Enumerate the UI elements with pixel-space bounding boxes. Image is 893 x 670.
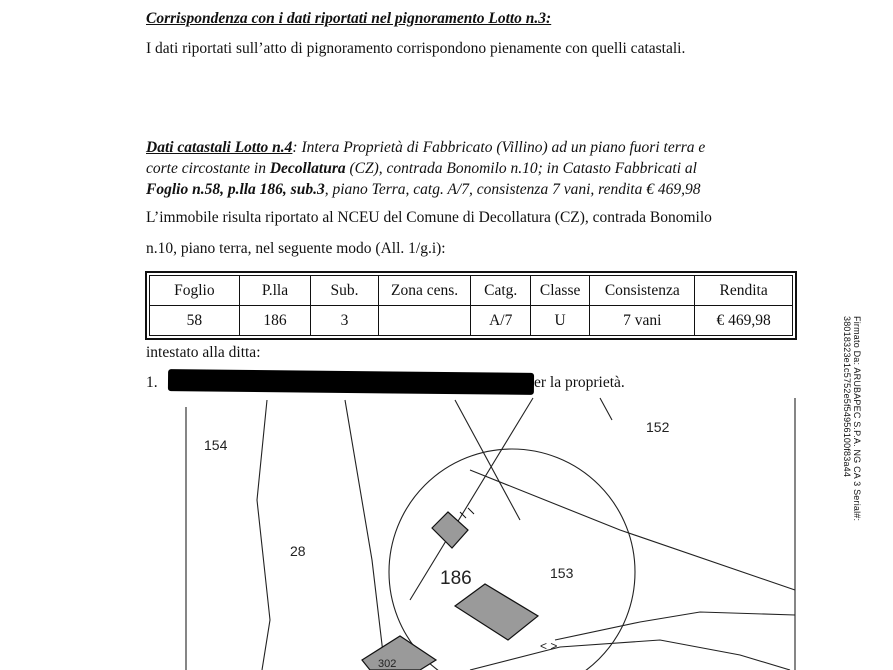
building-302 [362, 636, 436, 670]
lotto4-desc-3b: , piano Terra, catg. A/7, consistenza 7 vani, rendita € 469,98 [324, 181, 701, 198]
lotto4-heading: Dati catastali Lotto n.4 [146, 139, 293, 156]
parcel-line [555, 612, 795, 640]
signature-stamp: Firmato Da: ARUBAPEC S.P.A. NG CA 3 Serial#: 38018323e1c5752e5f54956100f83a44 [842, 316, 862, 522]
table-cell: 186 [239, 306, 311, 336]
table-cell: 7 vani [590, 306, 695, 336]
table-header-cell: Classe [530, 276, 589, 306]
intestato-label: intestato alla ditta: [146, 344, 261, 361]
lotto4-desc-1: : Intera Proprietà di Fabbricato (Villino) ad un piano fuori terra e [292, 139, 706, 156]
lotto4-desc-2a: corte circostante in [146, 160, 270, 177]
table-header-cell: Consistenza [590, 276, 695, 306]
table-cell: 3 [311, 306, 379, 336]
parcel-line [257, 400, 270, 670]
lotto4-body-line1: L’immobile risulta riportato al NCEU del Comune di Decollatura (CZ), contrada Bonomilo [146, 209, 712, 226]
arrow-marker-icon: < > [540, 639, 558, 653]
map-label: 302 [378, 658, 397, 670]
lotto3-heading: Corrispondenza con i dati riportati nel pignoramento Lotto n.3: [146, 10, 552, 27]
owner-number: 1. [146, 374, 158, 391]
map-label: 154 [204, 437, 228, 453]
lotto4-body-line2: n.10, piano terra, nel seguente modo (All. 1/g.i): [146, 240, 446, 257]
lotto4-desc-3a: Foglio n.58, p.lla 186, sub.3 [146, 181, 325, 198]
table-header-cell: Sub. [311, 276, 379, 306]
parcel-line [600, 398, 612, 420]
table-header-cell: Foglio [150, 276, 240, 306]
table-header-cell: P.lla [239, 276, 311, 306]
parcel-line [470, 640, 790, 670]
parcel-line [345, 400, 385, 670]
owner-suffix: er la proprietà. [534, 374, 625, 391]
map-label: 28 [290, 543, 306, 559]
table-cell: 58 [150, 306, 240, 336]
parcel-line [470, 470, 795, 590]
table-cell: U [530, 306, 589, 336]
map-label: 152 [646, 419, 670, 435]
table-header-cell: Rendita [695, 276, 793, 306]
table-header-cell: Zona cens. [378, 276, 471, 306]
table-cell: A/7 [471, 306, 530, 336]
building-small [432, 512, 468, 548]
building-main [455, 584, 538, 640]
lotto3-text: I dati riportati sull’atto di pignoramento corrispondono pienamente con quelli catastali. [146, 40, 686, 57]
map-label: 186 [440, 568, 472, 589]
lotto4-desc-2c: (CZ), contrada Bonomilo n.10; in Catasto Fabbricati al [345, 160, 697, 177]
table-header-cell: Catg. [471, 276, 530, 306]
parcel-line [455, 400, 520, 520]
lotto4-desc-2b: Decollatura [269, 160, 346, 177]
map-label: 153 [550, 565, 574, 581]
table-cell: € 469,98 [695, 306, 793, 336]
